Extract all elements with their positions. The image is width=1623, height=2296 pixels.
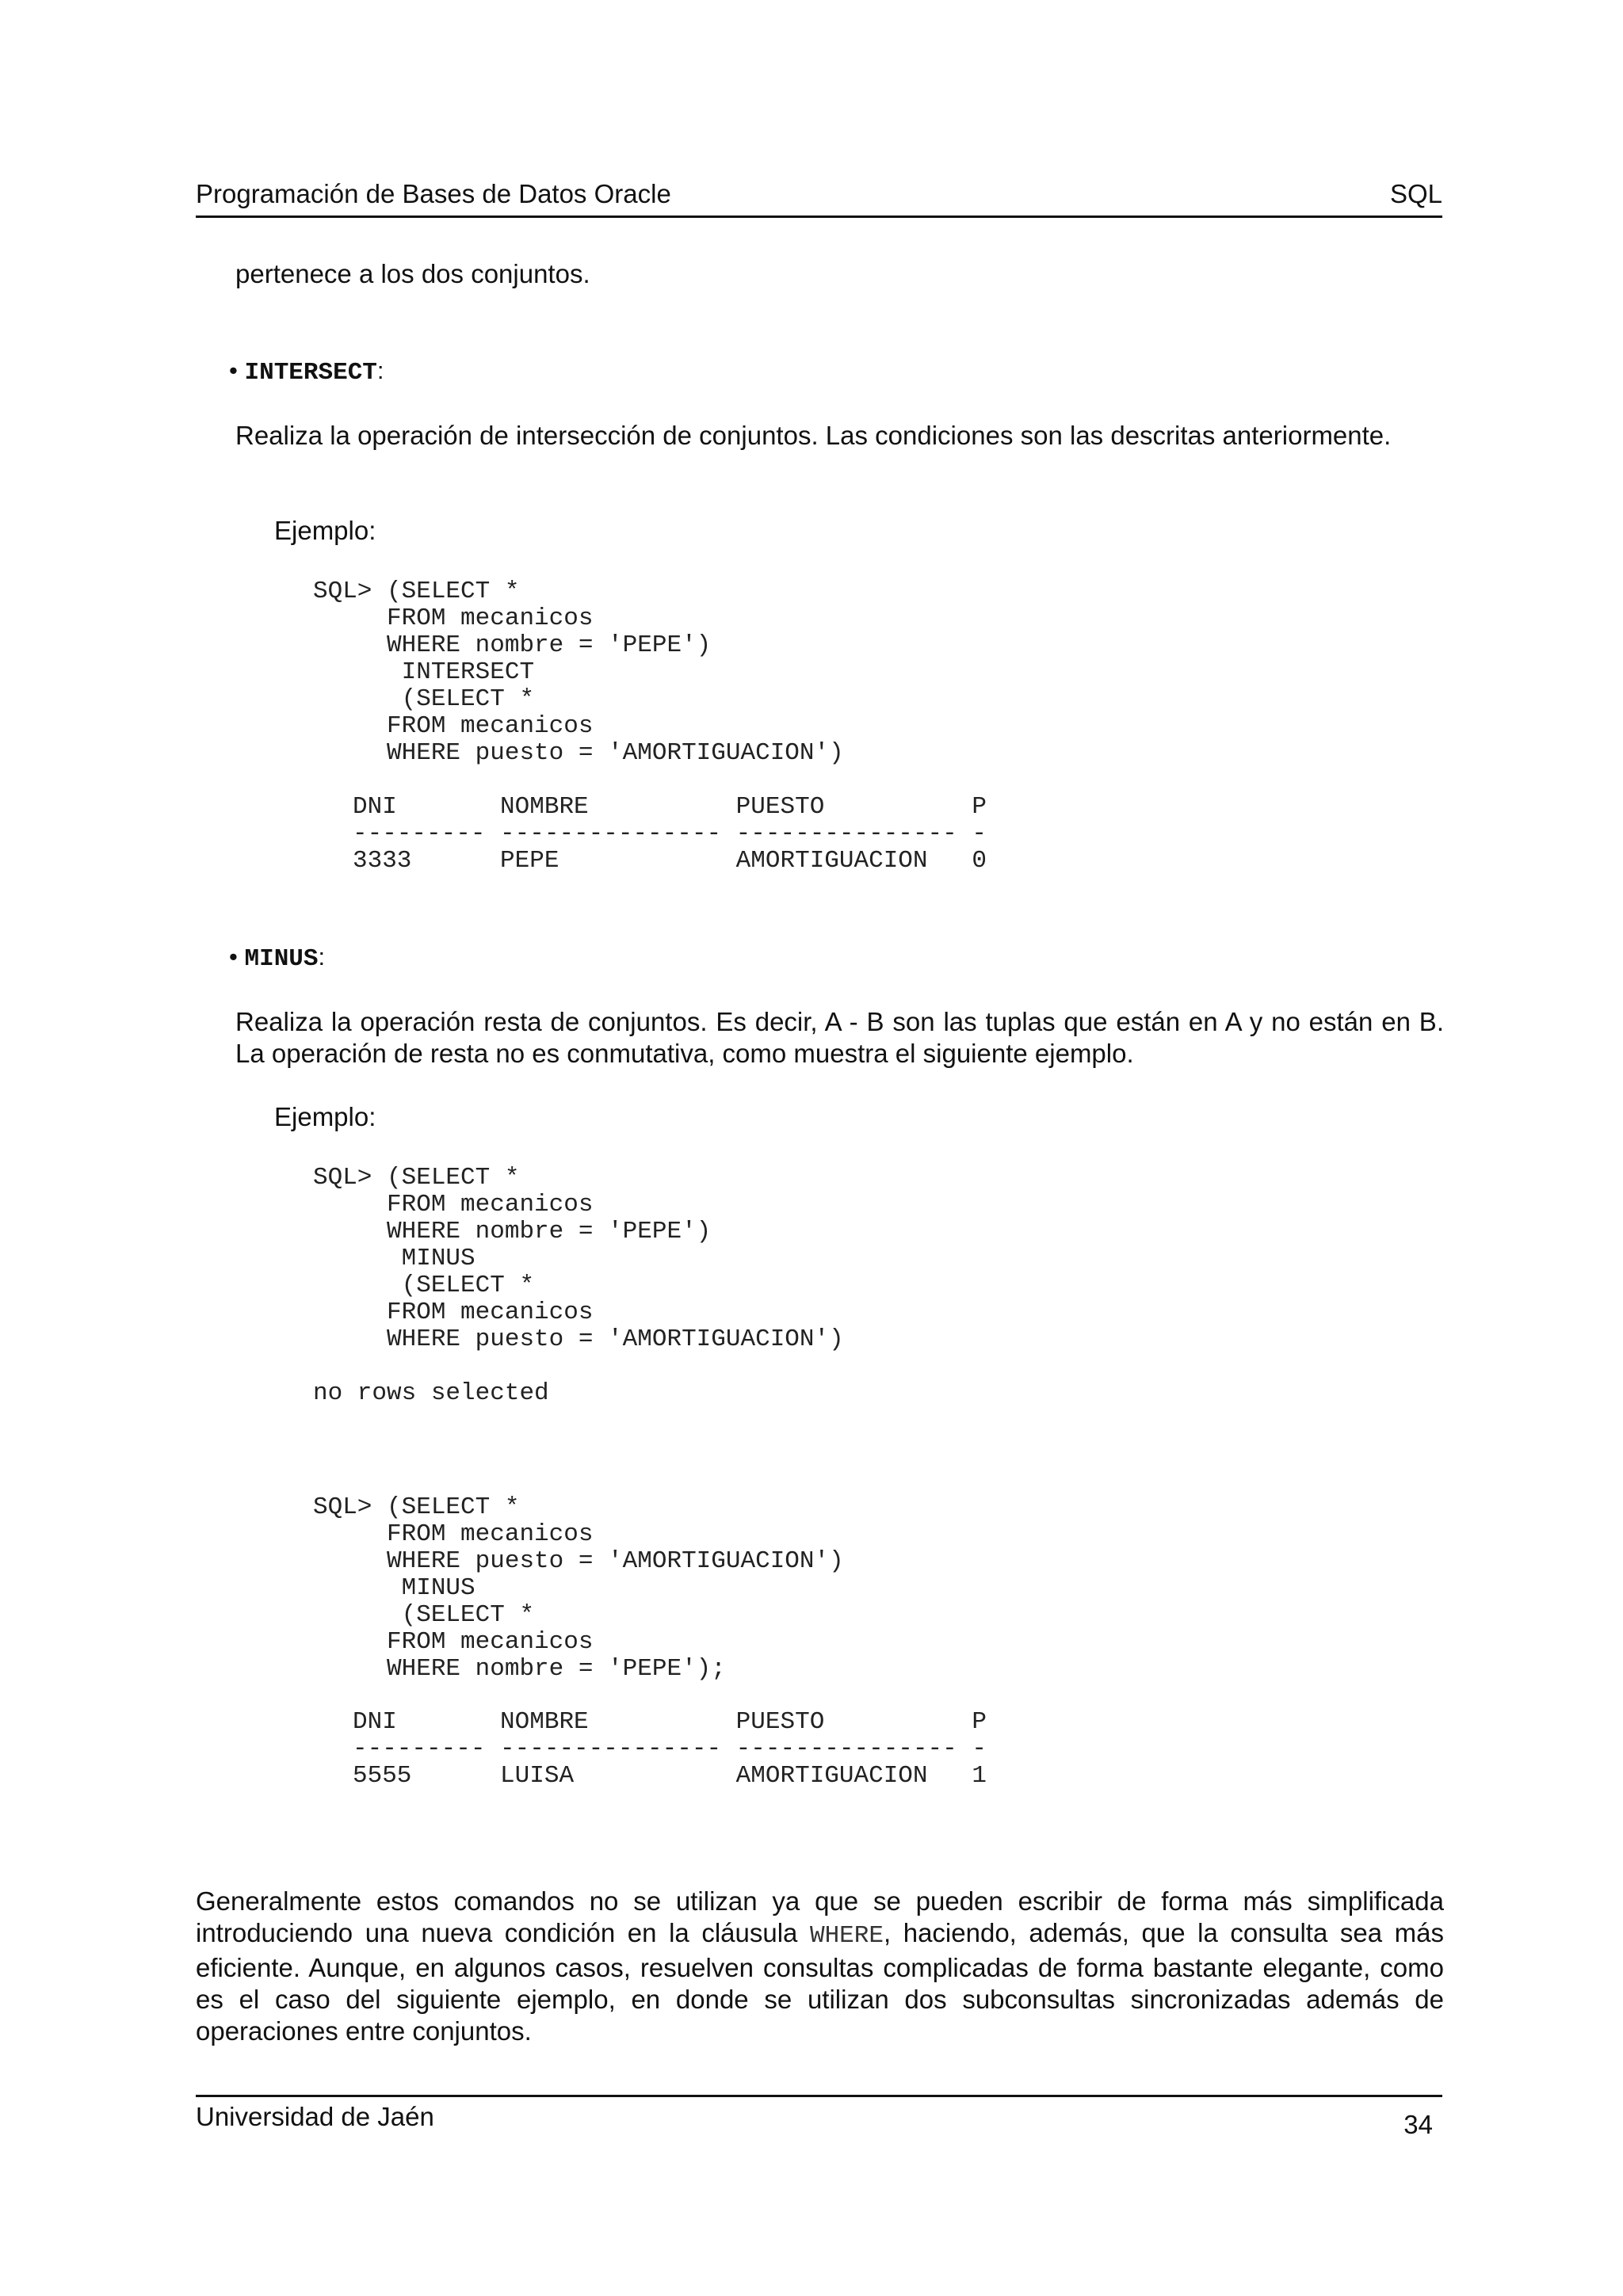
minus-example-label: Ejemplo: [274,1102,376,1131]
page-footer [196,2095,1442,2139]
bullet-icon: • [229,943,238,971]
page-number: 34 [1403,2110,1433,2139]
intersect-heading [229,355,384,389]
minus-heading [229,941,325,975]
closing-paragraph [196,1886,1444,2047]
page-header [196,176,1442,218]
footer-university: Universidad de Jaén [196,2102,434,2131]
intro-line: pertenece a los dos conjuntos. [235,259,590,288]
intersect-query: SQL> (SELECT * FROM mecanicos WHERE nombre = 'PEPE') INTERSECT (SELECT * FROM mecanicos WHERE puesto = 'AMORTIGUACION') [313,578,844,767]
intersect-keyword: INTERSECT [244,359,377,387]
minus-query-1: SQL> (SELECT * FROM mecanicos WHERE nombre = 'PEPE') MINUS (SELECT * FROM mecanicos WHERE puesto = 'AMORTIGUACION') [313,1164,844,1353]
intersect-colon: : [376,357,384,384]
minus-result-table: DNI NOMBRE PUESTO P --------- --------------- --------------- - 5555 LUISA AMORTIGUACION 1 [353,1708,987,1790]
where-keyword: WHERE [809,1922,884,1950]
minus-result-1: no rows selected [313,1379,549,1407]
minus-colon: : [318,943,326,971]
intersect-example-label: Ejemplo: [274,516,376,545]
header-section: SQL [1389,179,1442,208]
minus-keyword: MINUS [244,945,319,973]
bullet-icon: • [229,357,238,384]
closing-text-after: , haciendo, además, que la consulta sea más eficiente. Aunque, en algunos casos, resuelven consultas complicadas de forma bastante elegante, como es el caso del siguiente ejemplo, en donde se utilizan dos subconsultas sincronizadas además de operaciones entre conjuntos. [196,1918,1444,2046]
minus-query-2: SQL> (SELECT * FROM mecanicos WHERE puesto = 'AMORTIGUACION') MINUS (SELECT * FROM mecanicos WHERE nombre = 'PEPE'); [313,1493,844,1683]
minus-description: Realiza la operación resta de conjuntos. Es decir, A - B son las tuplas que están en A y no están en B. La operación de resta no es conmutativa, como muestra el siguiente ejemplo. [235,1007,1444,1068]
closing-text-before: Generalmente estos comandos no se utilizan ya que se pueden escribir de forma más simplificada introduciendo una nueva condición en la cláusula [196,1886,1444,1947]
intersect-description: Realiza la operación de intersección de conjuntos. Las condiciones son las descritas anteriormente. [235,421,1392,450]
header-title: Programación de Bases de Datos Oracle [196,179,671,208]
intersect-result-table: DNI NOMBRE PUESTO P --------- --------------- --------------- - 3333 PEPE AMORTIGUACION 0 [353,793,987,875]
